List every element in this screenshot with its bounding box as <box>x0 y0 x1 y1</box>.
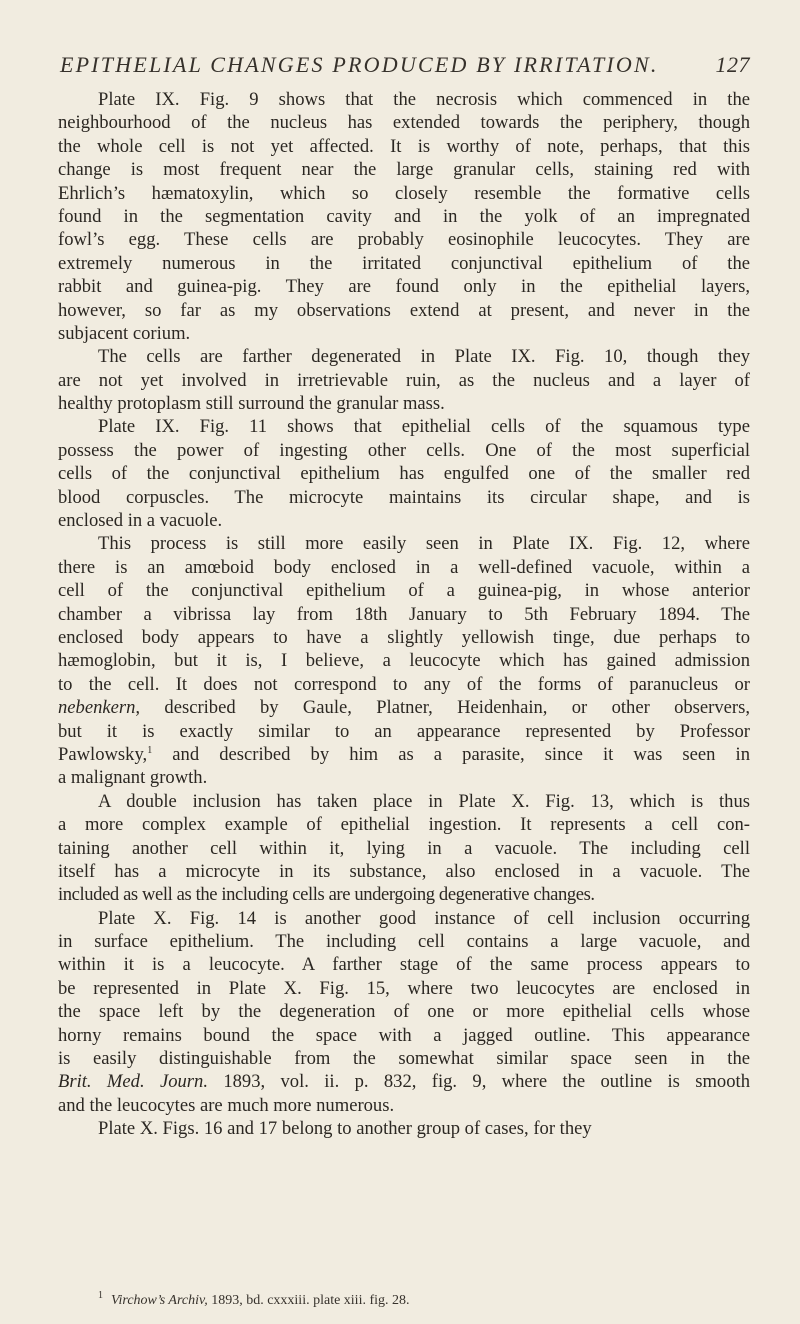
footnote-source: Virchow’s Archiv, <box>111 1293 208 1308</box>
footnote <box>98 1290 698 1309</box>
text-line: Pawlowsky,$^1$ and described by him as a parasite, since it was seen in <box>58 743 750 765</box>
text-line: however, so far as my observations extend at present, and never in the <box>58 299 750 321</box>
text-line: there is an amœboid body enclosed in a well-defined vacuole, within a <box>58 556 750 578</box>
text-line: in surface epithelium. The including cell contains a large vacuole, and <box>58 931 750 953</box>
text-line: cells of the conjunctival epithelium has engulfed one of the smaller red <box>58 463 750 485</box>
text-line: be represented in Plate X. Fig. 15, where two leucocytes are enclosed in <box>58 977 750 999</box>
text-line: Plate IX. Fig. 11 shows that epithelial cells of the squamous type <box>98 416 750 438</box>
text-line: healthy protoplasm still surround the granular mass. <box>58 393 445 415</box>
text-line: horny remains bound the space with a jagged outline. This appearance <box>58 1024 750 1046</box>
text-line: This process is still more easily seen in Plate IX. Fig. 12, where <box>98 533 750 555</box>
text-line: chamber a vibrissa lay from 18th January to 5th February 1894. The <box>58 603 750 625</box>
text-line: but it is exactly similar to an appearance represented by Professor <box>58 720 750 742</box>
text-line: possess the power of ingesting other cells. One of the most superficial <box>58 439 750 461</box>
text-line: enclosed body appears to have a slightly yellowish tinge, due perhaps to <box>58 626 750 648</box>
text-line: a more complex example of epithelial ingestion. It represents a cell con- <box>58 814 750 836</box>
text-line: enclosed in a vacuole. <box>58 510 223 532</box>
text-line: nebenkern, described by Gaule, Platner, Heidenhain, or other observers, <box>58 697 750 719</box>
text-line: change is most frequent near the large granular cells, staining red with <box>58 159 750 181</box>
text-line: neighbourhood of the nucleus has extended towards the periphery, though <box>58 112 750 134</box>
page-number: 127 <box>715 52 750 77</box>
italic-term-journal: Brit. Med. Journ. <box>58 1071 208 1093</box>
italic-term-nebenkern: nebenkern, <box>58 697 141 719</box>
text-line: the space left by the degeneration of one or more epithelial cells whose <box>58 1001 750 1023</box>
text-line: Plate X. Fig. 14 is another good instance of cell inclusion occurring <box>98 907 750 929</box>
text-line: included as well as the including cells are undergoing degenerative changes. <box>58 884 595 906</box>
text-line: fowl’s egg. These cells are probably eosinophile leucocytes. They are <box>58 229 750 251</box>
running-title: EPITHELIAL CHANGES PRODUCED BY IRRITATION. <box>60 52 659 77</box>
text-line: Plate X. Figs. 16 and 17 belong to another group of cases, for they <box>98 1118 592 1140</box>
footnote-reference: 1 <box>147 744 153 756</box>
body-text <box>58 88 750 1141</box>
text-line: itself has a microcyte in its substance, also enclosed in a vacuole. The <box>58 860 750 882</box>
text-line: to the cell. It does not correspond to any of the forms of paranucleus or <box>58 673 750 695</box>
text-line: Brit. Med. Journ. 1893, vol. ii. p. 832, fig. 9, where the outline is smooth <box>58 1071 750 1093</box>
text-line: found in the segmentation cavity and in the yolk of an impregnated <box>58 205 750 227</box>
text-line: blood corpuscles. The microcyte maintains its circular shape, and is <box>58 486 750 508</box>
text-line: taining another cell within it, lying in a vacuole. The including cell <box>58 837 750 859</box>
text-line: rabbit and guinea-pig. They are found only in the epithelial layers, <box>58 276 750 298</box>
text-line: within it is a leucocyte. A farther stage of the same process appears to <box>58 954 750 976</box>
text-line: is easily distinguishable from the somewhat similar space seen in the <box>58 1048 750 1070</box>
text-line: hæmoglobin, but it is, I believe, a leucocyte which has gained admission <box>58 650 750 672</box>
text-line: subjacent corium. <box>58 322 191 344</box>
text-line: a malignant growth. <box>58 767 208 789</box>
text-line: Ehrlich’s hæmatoxylin, which so closely resemble the formative cells <box>58 182 750 204</box>
text-line: extremely numerous in the irritated conjunctival epithelium of the <box>58 252 750 274</box>
running-head <box>60 52 750 78</box>
text-line: cell of the conjunctival epithelium of a guinea-pig, in whose anterior <box>58 580 750 602</box>
text-line: A double inclusion has taken place in Plate X. Fig. 13, which is thus <box>98 790 750 812</box>
footnote-details: 1893, bd. cxxxiii. plate xiii. fig. 28. <box>211 1293 410 1308</box>
text-line: the whole cell is not yet affected. It is worthy of note, perhaps, that this <box>58 135 750 157</box>
footnote-marker: 1 <box>98 1290 103 1302</box>
text-line: Plate IX. Fig. 9 shows that the necrosis which commenced in the <box>98 89 750 110</box>
text-line: The cells are farther degenerated in Plate IX. Fig. 10, though they <box>98 346 750 368</box>
text-line: and the leucocytes are much more numerous. <box>58 1094 395 1116</box>
text-line: are not yet involved in irretrievable ruin, as the nucleus and a layer of <box>58 369 750 391</box>
